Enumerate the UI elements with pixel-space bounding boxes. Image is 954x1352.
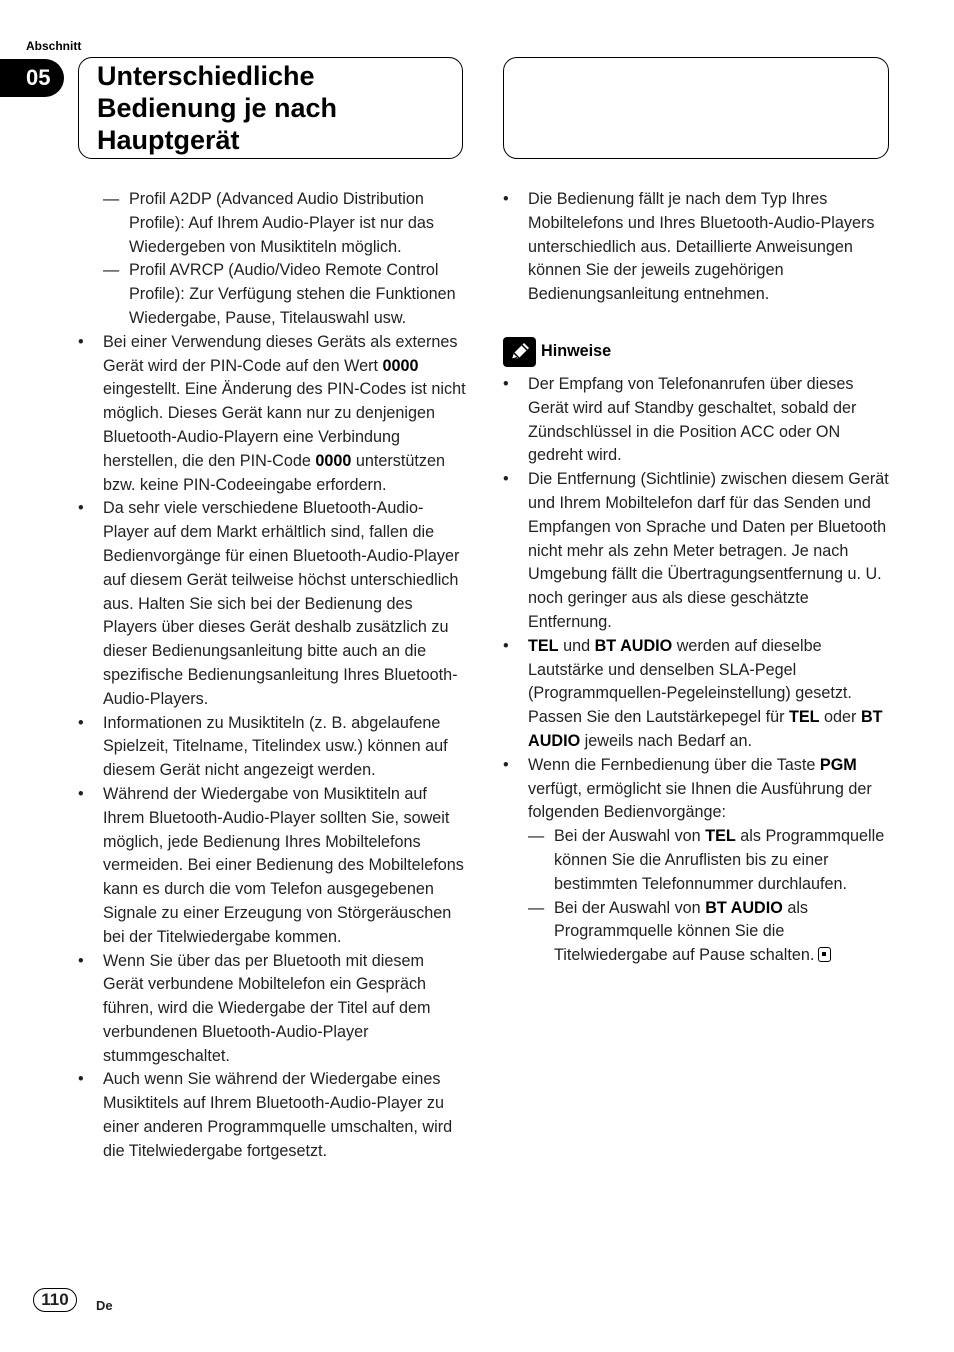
tel-source-item [503,825,895,896]
tel-source-text: als Programmquelle können Sie die Anruflisten bis zu einer bestimmten Telefonnummer durchlaufen. [554,827,885,893]
pgm-label: PGM [819,755,857,774]
pin-code-text-3: unterstützen bzw. keine PIN-Codeeingabe erfordern. [103,451,445,494]
bt-audio-label: BT AUDIO [528,708,883,750]
volume-text: jeweils nach Bedarf an. [580,731,753,750]
notes-heading [503,337,895,367]
mobile-operation-item: • Während der Wiedergabe von Musiktiteln auf Ihrem Bluetooth-Audio-Player sollten Sie, soweit möglich, jede Bedienung Ihres Mobiltelefons vermeiden. Bei einer Bedienung des Mobiltelefons kann es durch die vom Telefon ausgegebenen Signale zu einer Erzeugung von Störgeräuschen bei der Titelwiedergabe kommen. [78,783,468,950]
distance-note: • Die Entfernung (Sichtlinie) zwischen diesem Gerät und Ihrem Mobiltelefon darf für das Senden und Empfangen von Sprache und Daten per Bluetooth nicht mehr als zehn Meter betragen. Je nach Umgebung fällt die Übertragungsentfernung u. U. noch geringer aus als diese geschätzte Entfernung. [503,468,895,635]
pencil-icon [503,337,536,367]
bt-source-text: Bei der Auswahl von [554,898,706,917]
tel-source-text: Bei der Auswahl von [554,827,706,846]
profile-avrcp-item: — Profil AVRCP (Audio/Video Remote Control Profile): Zur Verfügung stehen die Funktionen Wiedergabe, Pause, Titelauswahl usw. [78,259,468,330]
call-mute-item: • Wenn Sie über das per Bluetooth mit diesem Gerät verbundene Mobiltelefon ein Gespräch führen, wird die Wiedergabe der Titel auf dem verbundenen Bluetooth-Audio-Player stummgeschaltet. [78,950,468,1069]
pgm-text: verfügt, ermöglicht sie Ihnen die Ausführung der folgenden Bedienvorgänge: [528,779,872,822]
pin-code-value: 0000 [382,356,419,375]
notes-label: Hinweise [541,342,612,361]
section-label: Abschnitt [26,39,82,53]
track-info-item: • Informationen zu Musiktiteln (z. B. abgelaufene Spielzeit, Titelname, Titelindex usw.) können auf diesem Gerät nicht angezeigt werden. [78,712,468,783]
bt-audio-label: BT AUDIO [705,898,783,917]
section-number-badge: 05 [0,59,64,97]
volume-note [503,635,895,754]
tel-label: TEL [788,708,820,727]
volume-text: oder [819,708,861,727]
pin-code-value: 0000 [315,451,352,470]
operation-varies-item: • Die Bedienung fällt je nach dem Typ Ihres Mobiltelefons und Ihres Bluetooth-Audio-Players unterschiedlich aus. Detaillierte Anweisungen können Sie der jeweils zugehörigen Bedienungsanleitung entnehmen. [503,188,895,307]
profile-a2dp-item: — Profil A2DP (Advanced Audio Distribution Profile): Auf Ihrem Audio-Player ist nur das Wiedergeben von Musiktiteln möglich. [78,188,468,259]
tel-label: TEL [528,636,559,655]
volume-text: und [558,636,595,655]
standby-note: • Der Empfang von Telefonanrufen über dieses Gerät wird auf Standby geschaltet, sobald der Zündschlüssel in die Position ACC oder ON gedreht wird. [503,373,895,468]
pgm-text: Wenn die Fernbedienung über die Taste [528,755,820,774]
end-mark-icon [818,947,831,962]
player-variety-item: • Da sehr viele verschiedene Bluetooth-Audio-Player auf dem Markt erhältlich sind, fallen die Bedienvorgänge für einen Bluetooth-Audio-Player auf diesem Gerät teilweise höchst unterschiedlich aus. Halten Sie sich bei der Bedienung des Players über dieses Gerät deshalb zusätzlich zu dieser Bedienungsanleitung bitte auch an die spezifische Bedienungsanleitung Ihres Bluetooth-Audio-Players. [78,497,468,711]
left-column [78,188,468,1164]
language-code: De [96,1298,113,1313]
pgm-note [503,754,895,825]
empty-frame [503,57,889,159]
pin-code-item [78,331,468,498]
pin-code-text-1: Bei einer Verwendung dieses Geräts als externes Gerät wird der PIN-Code auf den Wert [103,332,458,375]
bt-source-item [503,897,895,968]
bt-audio-label: BT AUDIO [594,636,673,655]
volume-text: werden auf dieselbe Lautstärke und denselben SLA-Pegel (Programmquellen-Pegeleinstellung) gesetzt. Passen Sie den Lautstärkepegel für [528,636,852,727]
page-number: 110 [33,1288,77,1312]
bt-source-text: als Programmquelle können Sie die Titelwiedergabe auf Pause schalten. [554,898,815,965]
pin-code-text-2: eingestellt. Eine Änderung des PIN-Codes ist nicht möglich. Dieses Gerät kann nur zu denjenigen Bluetooth-Audio-Playern eine Verbindung herstellen, die den PIN-Code [103,380,466,470]
tel-label: TEL [705,827,736,846]
page-title: Unterschiedliche Bedienung je nach Hauptgerät [97,61,338,155]
source-switch-item: • Auch wenn Sie während der Wiedergabe eines Musiktitels auf Ihrem Bluetooth-Audio-Player zu einer anderen Programmquelle umschalten, wird die Titelwiedergabe fortgesetzt. [78,1068,468,1163]
right-column [503,188,895,968]
